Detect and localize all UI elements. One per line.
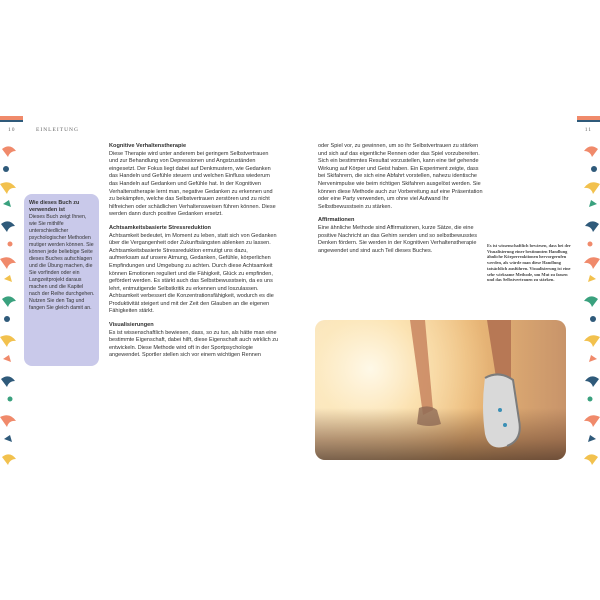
right-header-bar-accent — [577, 120, 600, 122]
right-text-column — [318, 143, 486, 255]
info-box-title: Wie dieses Buch zu verwenden ist — [29, 200, 80, 213]
bird-ornament — [0, 146, 16, 465]
left-bird-pattern — [0, 139, 20, 469]
right-page-number: 11 — [584, 127, 592, 133]
how-to-use-info-box — [24, 194, 99, 366]
section-text-affirmations: Eine ähnliche Methode sind Affirmationen, kurze Sätze, die eine positive Nachricht an das Gehirn senden und so selbstbewusstes Denken fördern. Sie werden in der Kognitiven Verhaltenstherapie angewendet und sind auch Teil dieses Buches. — [318, 224, 477, 254]
margin-sidenote: Es ist wissenschaftlich bewiesen, dass bei der Visualisierung einer bestimmten Handlung ähnliche Körperreaktionen hervorgerufen werden, als würde man diese Handlung tatsächlich ausführen. Visualisierung ist eine sehr wirksame Methode, um Mut zu fassen und das Selbstvertrauen zu stärken. — [487, 243, 571, 283]
left-text-column — [109, 143, 279, 360]
section-heading-cbt: Kognitive Verhaltenstherapie — [109, 143, 187, 149]
section-heading-affirmations: Affirmationen — [318, 217, 355, 224]
info-box-body: Dieses Buch zeigt Ihnen, wie Sie mithilfe unterschiedlicher psychologischer Methoden mutiger werden können. Sie können jede beliebige Seite dieses Buches aufschlagen und die Übung machen, die Sie vorfinden oder ein Langzeitprojekt daraus machen und die Kapitel nach der Reihe durchgehen. Nutzen Sie den Tag und fangen Sie gleich damit an. — [29, 214, 95, 311]
bird-ornament — [584, 146, 600, 465]
section-heading-visualization: Visualisierungen — [109, 322, 154, 329]
left-header-bar-accent — [0, 120, 23, 122]
section-text-cbt: Diese Therapie wird unter anderem bei geringem Selbstvertrauen und zur Behandlung von Depressionen und Angstzuständen eingesetzt. Der Fokus liegt dabei auf Denkmustern, wie Gedanken das Handeln und Gefühle steuern und welchen Einfluss wiederum das Handeln auf Gedanken und Gefühle hat. In der Kognitiven Verhaltenstherapie lernt man, negative Gedanken zu erkennen und zu bekämpfen, welche das Selbstvertrauen zerstören und zu nicht hilfreichen oder schädlichen Verhaltensweisen führen können. Diese werden dann durch positive Gedanken ersetzt. — [109, 150, 276, 218]
right-bird-pattern — [580, 139, 600, 469]
running-head: EINLEITUNG — [36, 127, 79, 133]
section-text-visualization: Es ist wissenschaftlich bewiesen, dass, so zu tun, als hätte man eine bestimmte Eigenschaft, dabei hilft, diese Eigenschaft auch wirklich zu entwickeln. Diese Methode wird oft in der Sportpsychologie angewendet. Sportler stellen sich vor einem wichtigen Rennen — [109, 329, 279, 359]
left-page-number: 10 — [8, 127, 16, 133]
section-heading-mbsr: Achtsamkeitsbasierte Stressreduktion — [109, 224, 211, 231]
section-text-visualization-continued: oder Spiel vor, zu gewinnen, um so ihr Selbstvertrauen zu stärken und sich auf das eigentliche Rennen oder das Spiel vorzubereiten. Sich ein bestimmtes Resultat vorzustellen, kann eine tief gehende Wirkung auf Körper und Geist haben. Ein Experiment zeigte, dass bei Skifahrern, die sich eine Abfahrt vorstellen, nahezu identische Nervenimpulse wie beim richtigen Skifahren ausgelöst werden. Sie können diese Methode auch zur Vorbereitung auf eine Präsentation oder eine Party verwenden, um ohne viel Aufwand Ihr Selbstbewusstsein zu stärken. — [318, 143, 483, 210]
section-text-mbsr: Achtsamkeit bedeutet, im Moment zu leben, statt sich von Gedanken über die Vergangenheit oder Zukunftsängsten ablenken zu lassen. Achtsamkeitsbasierte Stressreduktion ermutigt uns dazu, aufmerksam auf unsere Atmung, Gedanken, Gefühle, körperlichen Empfindungen und Umgebung zu achten. Durch diese Achtsamkeit können Emotionen reguliert und die Fähigkeit, Glück zu empfinden, gefördert werden. Es stärkt auch das Selbstbewusstsein, da es uns lehrt, entmutigende Selbstkritik zu erkennen und loszulassen. Achtsamkeit verbessert die Konzentrationsfähigkeit, wodurch es die Produktivität steigert und mit der Zeit den Glauben an die eigenen Fähigkeiten stärkt. — [109, 232, 277, 315]
running-shoes-photo — [315, 320, 566, 460]
runner-legs-illustration — [315, 320, 566, 460]
book-spread — [0, 84, 600, 492]
